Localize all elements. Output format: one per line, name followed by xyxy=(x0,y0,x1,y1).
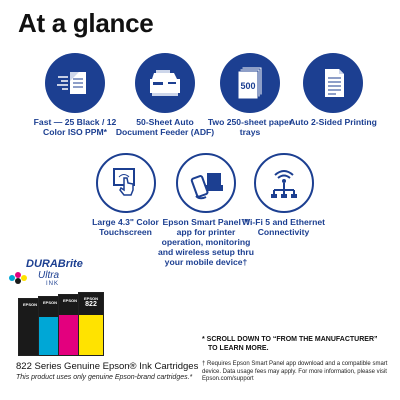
duplex-document-icon xyxy=(303,53,363,113)
paper-stack-badge: 500 xyxy=(240,81,256,91)
smart-panel-icon xyxy=(176,153,236,213)
feature-touchscreen-label: Large 4.3" Color Touchscreen xyxy=(92,217,159,237)
page-title: At a glance xyxy=(18,8,154,38)
cartridge-brand: EPSON xyxy=(42,300,57,305)
feature-connectivity-label: Wi-Fi 5 and Ethernet Connectivity xyxy=(241,217,325,237)
cartridge-brand: EPSON xyxy=(62,298,77,303)
durabrite-logo-text: DURABrite xyxy=(26,258,83,270)
feature-speed xyxy=(25,53,125,137)
ink-note: This product uses only genuine Epson-brand cartridges.* xyxy=(16,374,193,381)
feature-duplex xyxy=(283,53,383,127)
paper-stack-icon xyxy=(220,53,280,113)
adf-printer-icon xyxy=(135,53,195,113)
ink-caption: 822 Series Genuine Epson® Ink Cartridges xyxy=(16,361,199,372)
feature-duplex-label: Auto 2-Sided Printing xyxy=(289,117,377,127)
durabrite-logo xyxy=(8,258,88,288)
cartridge-brand: EPSON xyxy=(22,302,37,307)
durabrite-ink-text: INK xyxy=(46,281,60,287)
footnote: † Requires Epson Smart Panel app download and a compatible smart device. Data usage fees may apply. For more information, please visit Epson.com/support xyxy=(202,361,388,382)
wifi-ethernet-icon xyxy=(254,153,314,213)
feature-connectivity xyxy=(236,153,331,237)
ink-cartridges-image xyxy=(18,290,118,356)
feature-smart-panel-label: Epson Smart Panel™ app for printer operation, monitoring and wireless setup thru your mobile device† xyxy=(158,217,254,267)
feature-adf-label: 50-Sheet Auto Document Feeder (ADF) xyxy=(115,117,215,137)
cartridge-yellow xyxy=(78,292,104,356)
scroll-note-line-2: TO LEARN MORE. xyxy=(208,345,269,352)
speed-page-icon xyxy=(45,53,105,113)
durabrite-ultra-text: Ultra xyxy=(38,270,60,281)
feature-speed-label: Fast — 25 Black / 12 Color ISO PPM* xyxy=(33,117,117,137)
cartridge-number: 822 xyxy=(85,301,97,308)
scroll-note xyxy=(202,335,392,353)
ink-drops-icon xyxy=(8,270,30,286)
features-row-1 xyxy=(0,53,400,143)
cartridge-brand: EPSON xyxy=(83,296,98,301)
feature-paper-trays-label: Two 250-sheet paper trays xyxy=(207,117,293,137)
touchscreen-icon xyxy=(96,153,156,213)
scroll-note-line-1: * SCROLL DOWN TO “FROM THE MANUFACTURER” xyxy=(202,336,378,343)
